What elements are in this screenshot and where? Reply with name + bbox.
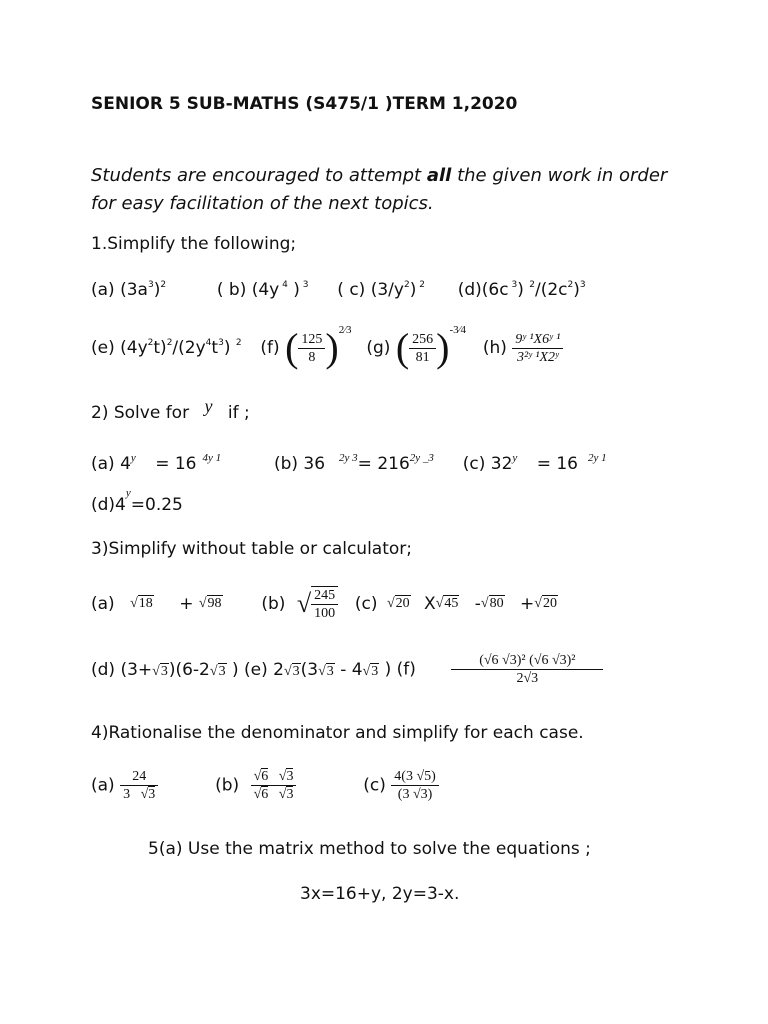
q3e: ) (e) 2√3(3√3 - 4√3 <box>231 659 379 680</box>
q1g-exponent: -3⁄4 <box>449 324 466 336</box>
q4a-numerator: 24 <box>120 768 158 786</box>
q1f-numerator: 125 <box>298 331 325 349</box>
q3c: (c) <box>354 594 378 614</box>
q3b-denominator: 100 <box>311 604 338 622</box>
q4c-denominator: (3 √3) <box>397 787 433 802</box>
q4b: (b) <box>215 775 240 796</box>
q3-row-abc: (a) √18 + √98 (b) √ $\frac{245}{100}$ (c) √20 X√45 -√80 +√20 <box>91 588 557 621</box>
q1g-expr: ( $\frac{256}{81}$ )$^{-3⁄4}$ <box>395 324 466 370</box>
q3a-root1: √18 <box>130 596 153 611</box>
q4c-numerator: 4(3 √5) <box>391 768 439 786</box>
intro-line-2: for easy facilitation of the next topics. <box>91 193 434 214</box>
q3a: (a) <box>91 594 115 614</box>
q2-heading: 2) Solve for y if ; <box>91 396 250 423</box>
q1h: (h) <box>482 338 507 358</box>
q1b: ( b) (4y $^4$ ) $^3$ <box>216 280 309 300</box>
q5-heading: 5(a) Use the matrix method to solve the equations ; <box>148 839 591 859</box>
q2c: (c) 32$^y$ = 16 $^{2y 1}$ <box>462 452 607 474</box>
q1f-denominator: 8 <box>308 349 316 365</box>
q3b-root: √ $\frac{245}{100}$ <box>297 596 338 611</box>
q1c: ( c) $(3/y^2)$ $^2$ <box>337 280 425 300</box>
q4c: (c) <box>363 775 386 796</box>
q1g-numerator: 256 <box>409 331 436 349</box>
q3-row-def <box>91 652 603 687</box>
q3b-numerator: 245 <box>314 588 336 603</box>
q1f-exponent: 2⁄3 <box>338 324 352 336</box>
q1h-denominator: 3²ʸ ¹X2ʸ <box>517 349 559 365</box>
q1-row-abcd <box>91 280 586 300</box>
q3d: (d) (3+√3)(6-2√3 <box>91 659 226 680</box>
q3a-root2: √98 <box>198 596 222 611</box>
q3f-expr <box>451 652 603 687</box>
q3b: (b) <box>261 594 286 614</box>
q4-row <box>91 768 439 803</box>
q3f: ) (f) <box>384 659 416 680</box>
q1d: (d)(6c $^3$) $^2/(2c^2)^3$ <box>457 280 586 300</box>
q1h-expr <box>512 331 563 366</box>
q2a: (a) 4$^y$ = 16 $^{4y 1}$ <box>91 452 222 474</box>
intro-emphasis: all <box>426 165 452 186</box>
q5-equations: 3x=16+y, 2y=3-x. <box>300 884 460 904</box>
q1h-numerator: 9ʸ ¹X6ʸ ¹ <box>512 331 563 349</box>
q1g: (g) <box>366 338 391 358</box>
q4b-expr: $\frac{√6 √3}{√6 √3}$ <box>251 768 297 803</box>
q1f-expr: ( $\frac{125}{8}$ )$^{2⁄3}$ <box>285 324 352 370</box>
q2-row-abc <box>91 454 607 474</box>
q4a-expr: $\frac{24}{3 √3}$ <box>120 768 158 803</box>
q1f: (f) <box>260 338 280 358</box>
intro-line-1: Students are encouraged to attempt all the given work in order <box>91 165 668 186</box>
q1-heading: 1.Simplify the following; <box>91 234 297 254</box>
q4a: (a) <box>91 775 115 796</box>
q2d: $(d)4^y=0.25$ <box>91 487 183 515</box>
q4-heading: 4)Rationalise the denominator and simplify for each case. <box>91 723 584 743</box>
page-title: SENIOR 5 SUB-MATHS (S475/1 )TERM 1,2020 <box>91 94 518 114</box>
q3-heading: 3)Simplify without table or calculator; <box>91 539 413 559</box>
q1-row-efgh <box>91 324 563 370</box>
q2b: (b) 36 $^{2y 3}= 216^{2y \_3}$ <box>273 452 434 474</box>
q3f-denominator: 2√3 <box>516 671 539 686</box>
q4c-expr <box>391 768 439 803</box>
q3c-root1: √20 <box>386 596 410 611</box>
q3f-numerator: (√6 √3)² (√6 √3)² <box>451 652 603 670</box>
q2-variable: y <box>204 396 213 416</box>
q1g-denominator: 81 <box>415 349 430 365</box>
q1a: (a) $(3a^3)^2$ <box>91 280 167 300</box>
q1e: (e) $(4y^2t)^2/(2y^4t^3)$ $^2$ <box>91 338 242 358</box>
